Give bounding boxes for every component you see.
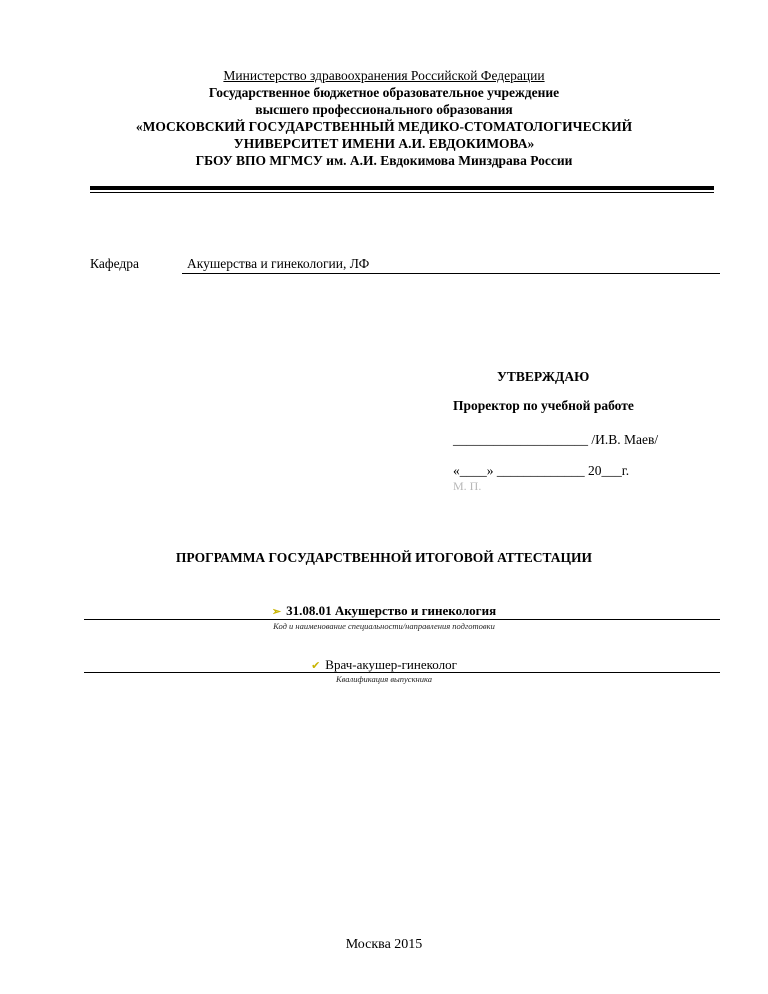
header-divider-thick bbox=[90, 186, 714, 190]
city-year: Москва 2015 bbox=[345, 937, 423, 952]
specialty-row bbox=[0, 603, 768, 619]
specialty-underline bbox=[84, 619, 720, 620]
university-name-line-2: УНИВЕРСИТЕТ ИМЕНИ А.И. ЕВДОКИМОВА» bbox=[233, 136, 535, 151]
department-value: Акушерства и гинекологии, ЛФ bbox=[187, 256, 370, 271]
qualification-caption: Квалификация выпускника bbox=[335, 674, 433, 684]
qualification-underline bbox=[84, 672, 720, 673]
stamp-placeholder: М. П. bbox=[453, 479, 482, 493]
checkmark-arrow-icon: ➢ bbox=[271, 606, 282, 618]
qualification-row bbox=[0, 657, 768, 673]
department-label: Кафедра bbox=[90, 256, 139, 271]
ministry-line: Министерство здравоохранения Российской Федерации bbox=[223, 68, 545, 83]
education-level-line: высшего профессионального образования bbox=[255, 102, 513, 117]
university-short-name: ГБОУ ВПО МГМСУ им. А.И. Евдокимова Минздрава России bbox=[195, 153, 573, 168]
program-title: ПРОГРАММА ГОСУДАРСТВЕННОЙ ИТОГОВОЙ АТТЕСТАЦИИ bbox=[175, 550, 593, 565]
signature-line: ____________________ /И.В. Маев/ bbox=[453, 432, 659, 447]
header-divider-thin bbox=[90, 192, 714, 193]
department-underline bbox=[182, 273, 720, 274]
approval-position: Проректор по учебной работе bbox=[453, 398, 634, 413]
institution-type-line: Государственное бюджетное образовательное учреждение bbox=[208, 85, 560, 100]
specialty-caption: Код и наименование специальности/направления подготовки bbox=[273, 621, 495, 631]
checkmark-icon: ✔ bbox=[311, 660, 321, 672]
qualification-value: Врач-акушер-гинеколог bbox=[325, 657, 457, 672]
university-name-line-1: «МОСКОВСКИЙ ГОСУДАРСТВЕННЫЙ МЕДИКО-СТОМАТОЛОГИЧЕСКИЙ bbox=[135, 119, 633, 134]
specialty-value: 31.08.01 Акушерство и гинекология bbox=[286, 603, 497, 618]
date-line: «____» _____________ 20___г. bbox=[453, 463, 630, 478]
approval-title: УТВЕРЖДАЮ bbox=[497, 369, 590, 384]
